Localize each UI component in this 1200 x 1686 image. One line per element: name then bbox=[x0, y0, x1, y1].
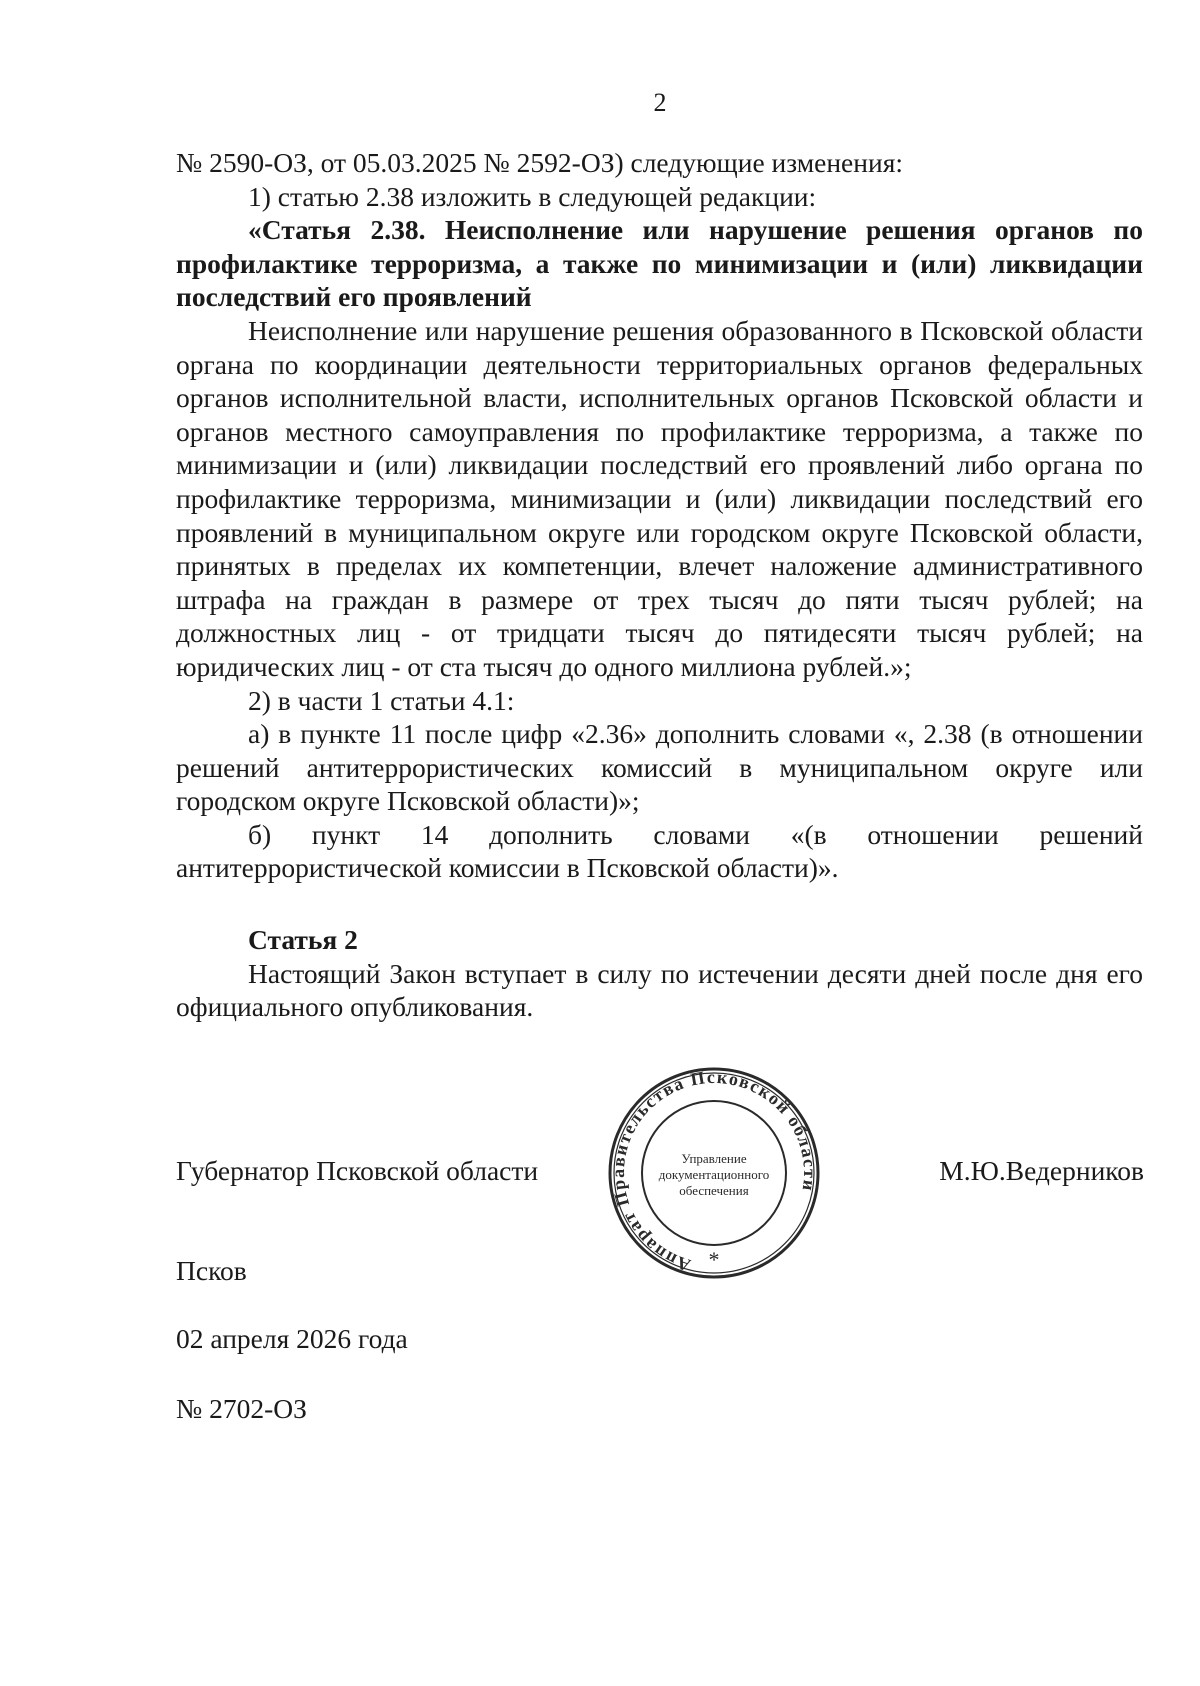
item-2b: б) пункт 14 дополнить словами «(в отношении решений антитеррористической комиссии в Псковской области)». bbox=[176, 818, 1143, 884]
official-stamp-seal bbox=[606, 1065, 822, 1281]
law-number: № 2702-ОЗ bbox=[176, 1393, 307, 1424]
article-2-text: Настоящий Закон вступает в силу по истечении десяти дней после дня его официального опубликования. bbox=[176, 957, 1143, 1023]
stamp-ring-text: Аппарат Правительства Псковской области bbox=[607, 1066, 821, 1276]
signing-date: 02 апреля 2026 года bbox=[176, 1323, 408, 1354]
section-spacer bbox=[176, 885, 1143, 923]
page-number: 2 bbox=[653, 88, 667, 117]
stamp-center-line-3: обеспечения bbox=[679, 1183, 749, 1198]
stamp-center-line-1: Управление bbox=[681, 1151, 747, 1166]
item-2: 2) в части 1 статьи 4.1: bbox=[248, 684, 515, 716]
intro-line: № 2590-ОЗ, от 05.03.2025 № 2592-ОЗ) следующие изменения: bbox=[176, 147, 903, 178]
stamp-center-line-2: документационного bbox=[658, 1167, 770, 1182]
signatory-title: Губернатор Псковской области bbox=[176, 1155, 539, 1186]
document-body bbox=[176, 146, 1143, 1024]
stamp-star: * bbox=[708, 1247, 720, 1272]
item-1: 1) статью 2.38 изложить в следующей редакции: bbox=[248, 180, 817, 212]
article-text: Неисполнение или нарушение решения образованного в Псковской области органа по координации деятельности территориальных органов федеральных органов исполнительной власти, исполнительных органов Псковской области и органов местного самоуправления по профилактике терроризма, а также по минимизации и (или) ликвидации последствий его проявлений либо органа по профилактике терроризма, минимизации и (или) ликвидации последствий его проявлений в муниципальном округе или городском округе Псковской области, принятых в пределах их компетенции, влечет наложение административного штрафа на граждан в размере от трех тысяч до пяти тысяч рублей; на должностных лиц - от тридцати тысяч до пятидесяти тысяч рублей; на юридических лиц - от ста тысяч до одного миллиона рублей.»; bbox=[176, 314, 1143, 682]
article-2-heading: Статья 2 bbox=[248, 924, 358, 956]
item-2a: а) в пункте 11 после цифр «2.36» дополнить словами «, 2.38 (в отношении решений антитеррористических комиссий в муниципальном округе или городском округе Псковской области)»; bbox=[176, 718, 1143, 817]
signing-city: Псков bbox=[176, 1255, 247, 1286]
signatory-name: М.Ю.Ведерников bbox=[939, 1155, 1144, 1186]
article-title: «Статья 2.38. Неисполнение или нарушение решения органов по профилактике терроризма, а также по минимизации и (или) ликвидации последствий его проявлений bbox=[176, 214, 1143, 313]
